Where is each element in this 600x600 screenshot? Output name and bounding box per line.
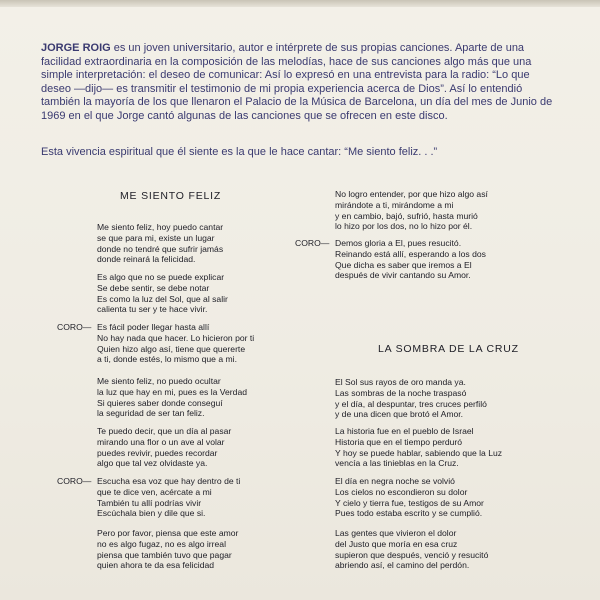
lyric-line: donde no tendré que sufrir jamás bbox=[97, 243, 224, 254]
lyric-line: Pues todo estaba escrito y se cumplió. bbox=[335, 508, 483, 519]
lyric-line: Reinando está allí, esperando a los dos bbox=[335, 248, 486, 259]
stanza-1 bbox=[97, 222, 223, 265]
lyric-line: y en cambio, bajó, sufrió, hasta murió bbox=[335, 210, 478, 221]
lyric-line: Que dicha es saber que iremos a El bbox=[335, 259, 472, 270]
song2-stanza-1 bbox=[335, 377, 487, 420]
lyric-line: Las sombras de la noche traspasó bbox=[335, 387, 467, 398]
stanza-5 bbox=[97, 528, 238, 571]
lyric-line: Escúchala bien y dile que si. bbox=[97, 508, 206, 519]
lyric-line: Me siento feliz, no puedo ocultar bbox=[97, 376, 221, 386]
lyric-line: que te dice ven, acércate a mi bbox=[97, 486, 212, 497]
lyric-line: puedes revivir, puedes recordar bbox=[97, 447, 218, 458]
song-title-la-sombra-de-la-cruz: LA SOMBRA DE LA CRUZ bbox=[378, 343, 519, 355]
lyric-line: Las gentes que vivieron el dolor bbox=[335, 528, 457, 538]
lyric-line: la luz que hay en mi, pues es la Verdad bbox=[97, 386, 248, 397]
lyric-line: a ti, donde estés, lo mismo que a mi. bbox=[97, 354, 237, 365]
lyric-line: no es algo fugaz, no es algo irreal bbox=[97, 538, 226, 549]
intro-text: es un joven universitario, autor e intérprete de sus propias canciones. Aparte de una facilidad extraordinaria en la composición de las melodías, hace de sus canciones algo más que una simple interpretación: el deseo de comunicar: Así lo expresó en una entrevista para la radio: “Lo que deseo —dijo— es transmitir el testimonio de mi propia experiencia acerca de Dios”. Así lo entendió también la mayoría de los que llenaron el Palacio de la Música de Barcelona, un día del mes de Junio de 1969 en el que Jorge cantó algunas de las canciones que se ofrecen en este disco. bbox=[41, 42, 553, 122]
lyric-line: El día en negra noche se volvió bbox=[335, 476, 455, 486]
lyric-line: calienta tu ser y te hace vivir. bbox=[97, 304, 208, 315]
stanza-2 bbox=[97, 272, 228, 315]
lyric-line: Te puedo decir, que un día al pasar bbox=[97, 426, 232, 436]
coro-label: CORO— bbox=[57, 322, 92, 332]
lyric-line: supieron que después, venció y resucitó bbox=[335, 549, 489, 560]
coro-label: CORO— bbox=[57, 476, 92, 486]
song2-stanza-3 bbox=[335, 476, 484, 519]
lyric-line: Es fácil poder llegar hasta allí bbox=[97, 322, 210, 332]
lyric-line: Pero por favor, piensa que este amor bbox=[97, 528, 239, 538]
lyric-line: lo hizo por los dos, no lo hizo por él. bbox=[335, 221, 473, 232]
coro-2 bbox=[97, 476, 240, 519]
lyric-line: la seguridad de ser tan feliz. bbox=[97, 408, 205, 419]
lyric-line: No logro entender, por que hizo algo así bbox=[335, 189, 488, 199]
lyric-line: algo que tal vez olvidaste ya. bbox=[97, 458, 208, 469]
lyric-line: Me siento feliz, hoy puedo cantar bbox=[97, 222, 224, 232]
intro-paragraph bbox=[41, 42, 561, 124]
artist-name: JORGE ROIG bbox=[41, 42, 111, 54]
lyric-line: Demos gloria a El, pues resucitó. bbox=[335, 238, 462, 248]
lyric-line: El Sol sus rayos de oro manda ya. bbox=[335, 377, 466, 387]
lyric-line: Historia que en el tiempo perduró bbox=[335, 436, 463, 447]
song2-stanza-2 bbox=[335, 426, 502, 469]
lyric-line: y de una dicen que brotó el Amor. bbox=[335, 409, 464, 420]
lyric-line: Quien hizo algo así, tiene que quererte bbox=[97, 343, 246, 354]
lyric-line: Escucha esa voz que hay dentro de ti bbox=[97, 476, 241, 486]
lyric-line: Y hoy se puede hablar, sabiendo que la Luz bbox=[335, 447, 503, 458]
coro-1 bbox=[97, 322, 254, 365]
lyric-line: se que para mi, existe un lugar bbox=[97, 232, 215, 243]
song-title-me-siento-feliz: ME SIENTO FELIZ bbox=[120, 190, 222, 202]
lyric-line: También tu allí podrías vivir bbox=[97, 497, 202, 508]
stanza-4 bbox=[97, 426, 231, 469]
intro-closing-line: Esta vivencia espiritual que él siente es la que le hace cantar: “Me siento feliz. . .” bbox=[41, 146, 438, 158]
lyric-line: después de vivir cantando su Amor. bbox=[335, 270, 471, 281]
lyric-line: Es como la luz del Sol, que al salir bbox=[97, 293, 228, 304]
coro-label: CORO— bbox=[295, 238, 330, 248]
lyric-line: Si quieres saber donde conseguí bbox=[97, 397, 223, 408]
lyric-line: quien ahora te da esa felicidad bbox=[97, 560, 215, 571]
lyric-line: Es algo que no se puede explicar bbox=[97, 272, 225, 282]
lyric-line: Y cielo y tierra fue, testigos de su Amor bbox=[335, 497, 484, 508]
lyric-line: donde reinará la felicidad. bbox=[97, 254, 196, 265]
top-edge bbox=[0, 0, 600, 7]
lyric-line: mirando una flor o un ave al volar bbox=[97, 436, 225, 447]
lyric-line: abriendo así, el camino del perdón. bbox=[335, 560, 470, 571]
lyric-line: piensa que también tuvo que pagar bbox=[97, 549, 232, 560]
lyric-line: Se debe sentir, se debe notar bbox=[97, 282, 210, 293]
coro-3 bbox=[335, 238, 486, 281]
lyric-line: y el día, al despuntar, tres cruces perfiló bbox=[335, 398, 487, 409]
lyric-line: La historia fue en el pueblo de Israel bbox=[335, 426, 474, 436]
stanza-6 bbox=[335, 189, 488, 232]
lyric-line: mirándote a ti, mirándome a mi bbox=[335, 199, 454, 210]
lyric-line: Los cielos no escondieron su dolor bbox=[335, 486, 468, 497]
stanza-3 bbox=[97, 376, 247, 419]
song2-stanza-4 bbox=[335, 528, 488, 571]
lyric-line: No hay nada que hacer. Lo hicieron por ti bbox=[97, 332, 255, 343]
lyric-line: del Justo que moría en esa cruz bbox=[335, 538, 458, 549]
lyric-line: vencía a las tinieblas en la Cruz. bbox=[335, 458, 459, 469]
